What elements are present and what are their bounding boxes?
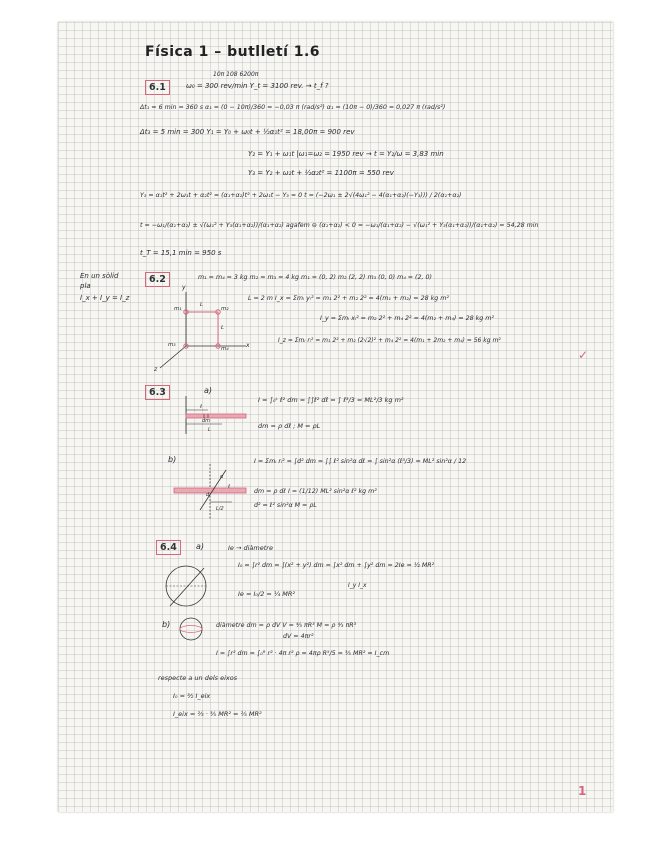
grid-paper-sheet bbox=[58, 22, 613, 812]
problem-6-1-line: Y₃ = α₁t² + 2ω₁t + α₂t² = (α₁+α₂)t² + 2ω₁t − Y₃ = 0 t = (−2ω₁ ± 2√(4ω₁² − 4(α₁+α₂)(−Y₃))) / 2(α₁+α₂) bbox=[140, 192, 462, 199]
axis-label-z: z bbox=[154, 366, 158, 373]
axis-label-y: y bbox=[182, 284, 186, 291]
problem-6-1-line: Δt₃ = 5 min = 300 Y₁ = Y₀ + ω₀t + ½α₁t² = 18,00π = 900 rev bbox=[140, 128, 355, 136]
angle-label-alpha: α bbox=[220, 474, 224, 480]
part-label-a: a) bbox=[204, 386, 213, 395]
rod-figure-b bbox=[170, 462, 250, 522]
problem-6-3b-line: d² = ℓ² sin²α M = ρL bbox=[254, 502, 317, 509]
problem-6-4a-line: I₀ = ∫r² dm = ∫(x² + y²) dm = ∫x² dm + ∫y² dm = 2Ie = ½ MR² bbox=[238, 562, 435, 569]
problem-label-6-1: 6.1 bbox=[145, 80, 170, 95]
problem-6-4a-line: Ie → diàmetre bbox=[228, 544, 273, 552]
part-label-b: b) bbox=[162, 620, 171, 629]
problem-6-4b-line: respecte a un dels eixos bbox=[158, 674, 238, 682]
rod-label-half-L: L/2 bbox=[216, 506, 224, 512]
length-label: L bbox=[221, 325, 225, 331]
problem-label-6-3: 6.3 bbox=[145, 385, 170, 400]
disk-figure bbox=[158, 562, 218, 612]
problem-6-1-line: t_T = 15,1 min = 950 s bbox=[140, 249, 222, 257]
problem-6-2-line: m₁ = m₄ = 3 kg m₂ = m₃ = 4 kg m₁ = (0, 2) m₂ (2, 2) m₃ (0, 0) m₄ = (2, 0) bbox=[198, 274, 432, 281]
length-label: L bbox=[200, 302, 204, 308]
rod-label-L: L bbox=[208, 427, 211, 433]
problem-6-1-line: t = −ω₁/(α₁+α₂) ± √(ω₁² + Y₃(α₁+α₂))/(α₁+α₂) agafem ⊖ (α₁+α₂) < 0 = −ω₁/(α₁+α₂) − √(ω₁² + Y₃(α₁+α₂))/(α₁+α₂) = 54,28 min bbox=[140, 222, 539, 229]
problem-6-2-line: I_z = Σmᵢ rᵢ² = m₁ 2² + m₂ (2√2)² + m₄ 2² = 4(m₁ + 2m₂ + m₄) = 56 kg m² bbox=[278, 337, 501, 344]
problem-6-1-line: 10π 108 6200π bbox=[213, 71, 259, 78]
problem-6-2-figure bbox=[138, 284, 248, 374]
problem-6-1-line: Y₂ = Y₁ + ω₁t |ω₁=ω₂ = 1950 rev → t = Y₂/ω = 3,83 min bbox=[248, 150, 444, 158]
problem-6-4b-line: I₀ = ³⁄₂ I_eix bbox=[173, 692, 211, 700]
problem-6-4a-line: Ie = I₀/2 = ¼ MR² bbox=[238, 590, 296, 598]
page-title: Física 1 – butlletí 1.6 bbox=[145, 44, 321, 60]
check-mark: ✓ bbox=[578, 348, 589, 362]
mass-label-m4: m₄ bbox=[221, 346, 229, 352]
mass-label-m3: m₃ bbox=[168, 342, 176, 348]
side-note-line: I_x + I_y = I_z bbox=[80, 294, 130, 302]
side-note-line: En un sòlid bbox=[80, 272, 119, 280]
problem-6-3a-line: dm = ρ dℓ ; M = ρL bbox=[258, 422, 321, 430]
problem-6-1-line: ω₀ = 300 rev/min Y_t = 3100 rev. → t_f ? bbox=[186, 82, 329, 90]
problem-6-4b-line: dV = 4πr² bbox=[283, 633, 314, 640]
problem-6-3a-line: I = ∫₀ᴸ ℓ² dm = ∫∫ℓ² dℓ = ∫ ℓ³/3 = ML²/3 kg m² bbox=[258, 396, 404, 404]
sphere-figure bbox=[176, 614, 206, 644]
rod-figure-a bbox=[182, 396, 252, 436]
problem-6-2-line: I_y = Σmᵢ xᵢ² = m₂ 2² + m₄ 2² = 4(m₂ + m₄) = 28 kg m² bbox=[320, 315, 494, 322]
page-number: 1 bbox=[578, 784, 587, 798]
rod-label-d: d bbox=[206, 492, 210, 498]
side-note-line: pla bbox=[80, 282, 91, 290]
problem-6-4b-line: diàmetre dm = ρ dV V = ⁴⁄₃ πR³ M = ρ ⁴⁄₃ πR³ bbox=[216, 622, 357, 629]
problem-6-4a-line: I_y I_x bbox=[348, 582, 367, 589]
rod-label-dm: dm bbox=[202, 418, 211, 424]
problem-label-6-4: 6.4 bbox=[156, 540, 181, 555]
part-label-b: b) bbox=[168, 455, 177, 464]
part-label-a: a) bbox=[196, 542, 205, 551]
problem-6-3b-line: I = Σmᵢ rᵢ² = ∫d² dm = ∫∫ ℓ² sin²α dℓ = ∫ sin²α (ℓ³/3) = ML² sin²α / 12 bbox=[254, 458, 467, 465]
problem-6-4b-line: I = ∫r² dm = ∫₀ᴿ r² · 4π r² ρ = 4πρ R⁵/5 = ⅗ MR² = I_cm bbox=[216, 650, 390, 657]
rod-label-l: ℓ bbox=[228, 484, 231, 490]
mass-label-m2: m₂ bbox=[221, 306, 229, 312]
axis-label-x: x bbox=[246, 342, 250, 349]
problem-6-4b-line: I_eix = ⅔ · ⅗ MR² = ⅖ MR² bbox=[173, 710, 262, 718]
problem-6-3b-line: dm = ρ dℓ I = (1/12) ML² sin²α ℓ² kg m² bbox=[254, 488, 377, 495]
problem-6-2-line: L = 2 m I_x = Σmᵢ yᵢ² = m₁ 2² + m₂ 2² = 4(m₁ + m₂) = 28 kg m² bbox=[248, 295, 449, 302]
problem-label-6-2: 6.2 bbox=[145, 272, 170, 287]
rod-label-l: ℓ bbox=[200, 404, 203, 410]
mass-label-m1: m₁ bbox=[174, 306, 182, 312]
problem-6-1-line: Y₃ = Y₂ + ω₂t + ½α₂t² = 1100π = 550 rev bbox=[248, 169, 394, 177]
problem-6-1-line: Δt₁ = 6 min = 360 s α₁ = (0 − 10π)/360 = −0,03 π (rad/s²) α₁ = (10π − 0)/360 = 0,027 π (rad/s²) bbox=[140, 104, 446, 111]
